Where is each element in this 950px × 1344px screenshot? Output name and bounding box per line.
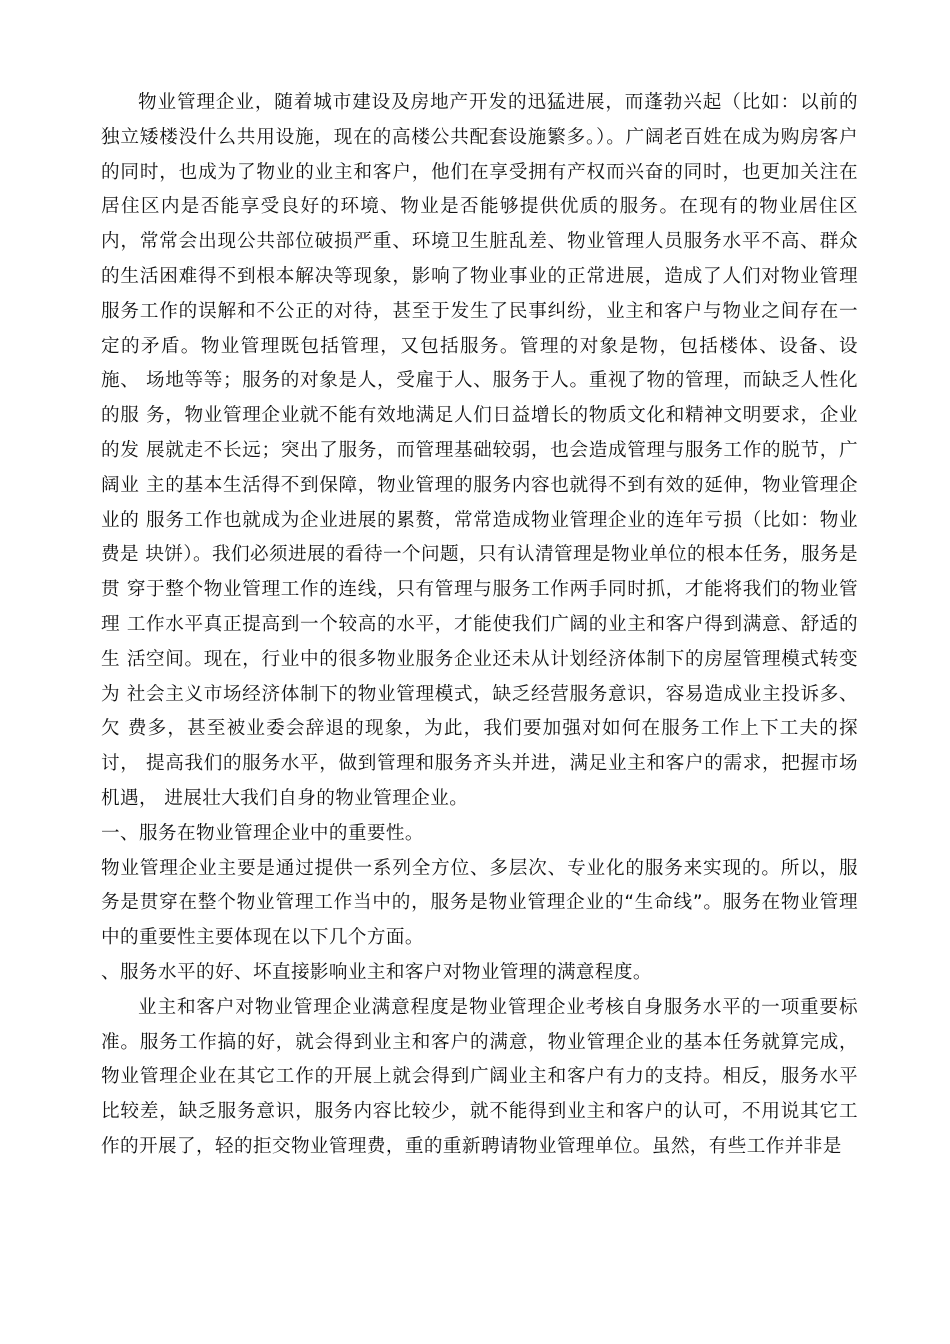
subsection-1-paragraph: 业主和客户对物业管理企业满意程度是物业管理企业考核自身服务水平的一项重要标准。服务工作搞的好，就会得到业主和客户的满意，物业管理企业的基本任务就算完成，物业管理企业在其它工作的开展上就会得到广阔业主和客户有力的支持。相反，服务水平比较差，缺乏服务意识，服务内容比较少，就不能得到业主和客户的认可，不用说其它工作的开展了，轻的拒交物业管理费，重的重新聘请物业管理单位。虽然，有些工作并非是 xyxy=(101,996,858,1157)
intro-paragraph: 物业管理企业，随着城市建设及房地产开发的迅猛进展，而蓬勃兴起（比如：以前的独立矮楼没什么共用设施，现在的高楼公共配套设施繁多。）。广阔老百姓在成为购房客户的同时，也成为了物业的业主和客户，他们在享受拥有产权而兴奋的同时，也更加关注在居住区内是否能享受良好的环境、物业是否能够提供优质的服务。在现有的物业居住区内，常常会出现公共部位破损严重、环境卫生脏乱差、物业管理人员服务水平不高、群众的生活困难得不到根本解决等现象，影响了物业事业的正常进展，造成了人们对物业管理服务工作的误解和不公正的对待，甚至于发生了民事纠纷，业主和客户与物业之间存在一定的矛盾。物业管理既包括管理，又包括服务。管理的对象是物，包括楼体、设备、设施、 场地等等；服务的对象是人，受雇于人、服务于人。重视了物的管理，而缺乏人性化的服 务，物业管理企业就不能有效地满足人们日益增长的物质文化和精神文明要求，企业的发 展就走不长远；突出了服务，而管理基础较弱，也会造成管理与服务工作的脱节，广阔业 主的基本生活得不到保障，物业管理的服务内容也就得不到有效的延伸，物业管理企业的 服务工作也就成为企业进展的累赘，常常造成物业管理企业的连年亏损（比如：物业费是 块饼）。我们必须进展的看待一个问题，只有认清管理是物业单位的根本任务，服务是贯 穿于整个物业管理工作的连线，只有管理与服务工作两手同时抓，才能将我们的物业管理 工作水平真正提高到一个较高的水平，才能使我们广阔的业主和客户得到满意、舒适的生 活空间。现在，行业中的很多物业服务企业还未从计划经济体制下的房屋管理模式转变为 社会主义市场经济体制下的物业管理模式，缺乏经营服务意识，容易造成业主投诉多、欠 费多，甚至被业委会辞退的现象，为此，我们要加强对如何在服务工作上下工夫的探讨， 提高我们的服务水平，做到管理和服务齐头并进，满足业主和客户的需求，把握市场机遇， 进展壮大我们自身的物业管理企业。 xyxy=(101,92,858,809)
subsection-heading-1: 、服务水平的好、坏直接影响业主和客户对物业管理的满意程度。 xyxy=(101,961,652,983)
section-1-paragraph: 物业管理企业主要是通过提供一系列全方位、多层次、专业化的服务来实现的。所以，服务是贯穿在整个物业管理工作当中的，服务是物业管理企业的“生命线”。服务在物业管理 中的重要性主要体现在以下几个方面。 xyxy=(101,857,858,949)
section-heading-1: 一、服务在物业管理企业中的重要性。 xyxy=(101,822,424,844)
document-page xyxy=(101,86,858,1165)
